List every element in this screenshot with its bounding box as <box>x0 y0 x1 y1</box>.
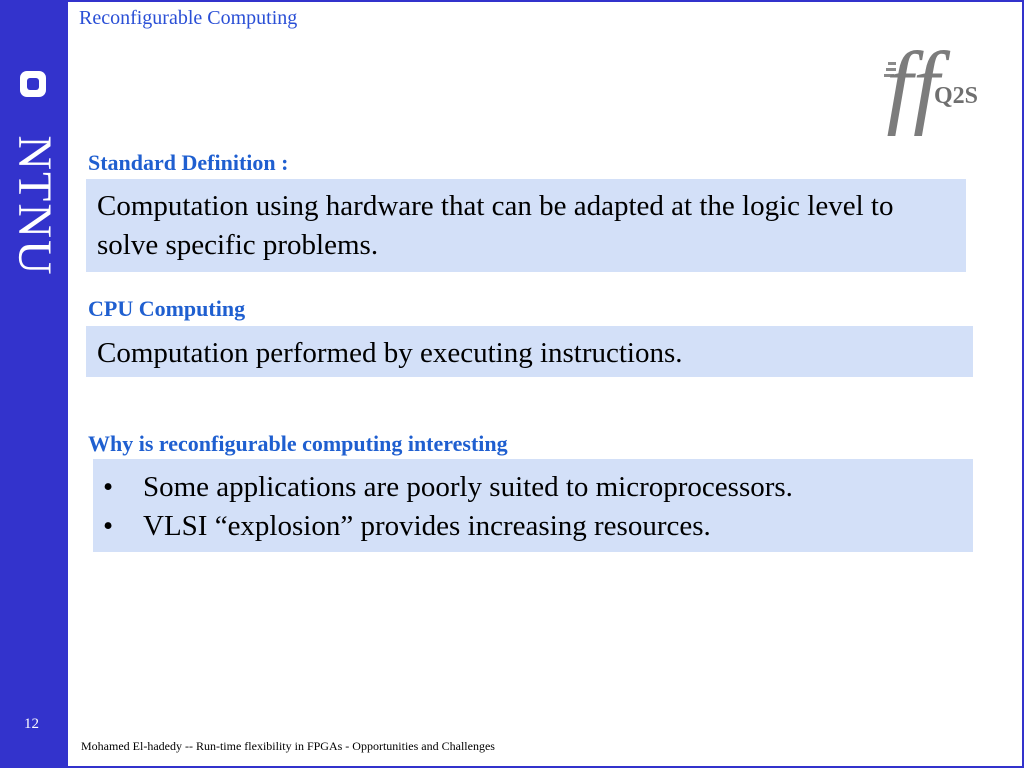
slide-title: Reconfigurable Computing <box>79 7 298 29</box>
list-item <box>93 507 963 546</box>
q2s-ff-icon <box>868 26 998 136</box>
list-item <box>93 468 963 507</box>
bullet-icon: • <box>103 510 114 542</box>
cpu-computing-box <box>86 326 973 377</box>
ntnu-emblem-icon <box>0 66 68 106</box>
why-reconfigurable-heading: Why is reconfigurable computing interesting <box>88 431 508 456</box>
standard-definition-heading: Standard Definition : <box>88 150 289 175</box>
standard-definition-text: Computation using hardware that can be adapted at the logic level to solve specific problems. <box>97 190 894 261</box>
cpu-computing-heading: CPU Computing <box>88 296 246 321</box>
list-item-text: Some applications are poorly suited to microprocessors. <box>143 471 793 503</box>
q2s-logo <box>868 26 998 136</box>
ntnu-logo <box>0 56 68 277</box>
q2s-logo-text: Q2S <box>934 83 979 109</box>
ntnu-wordmark: NTNU <box>8 135 61 277</box>
cpu-computing-text: Computation performed by executing instructions. <box>97 337 683 369</box>
list-item-text: VLSI “explosion” provides increasing resources. <box>143 510 711 542</box>
page-number: 12 <box>24 716 39 732</box>
reasons-list <box>93 468 963 546</box>
q2s-ff-glyph: ff <box>886 32 940 136</box>
sidebar <box>0 0 68 768</box>
bullet-icon: • <box>103 471 114 503</box>
standard-definition-box <box>86 179 966 272</box>
why-reconfigurable-box <box>93 459 973 552</box>
footer-text: Mohamed El-hadedy -- Run-time flexibility in FPGAs - Opportunities and Challenges <box>81 739 495 753</box>
